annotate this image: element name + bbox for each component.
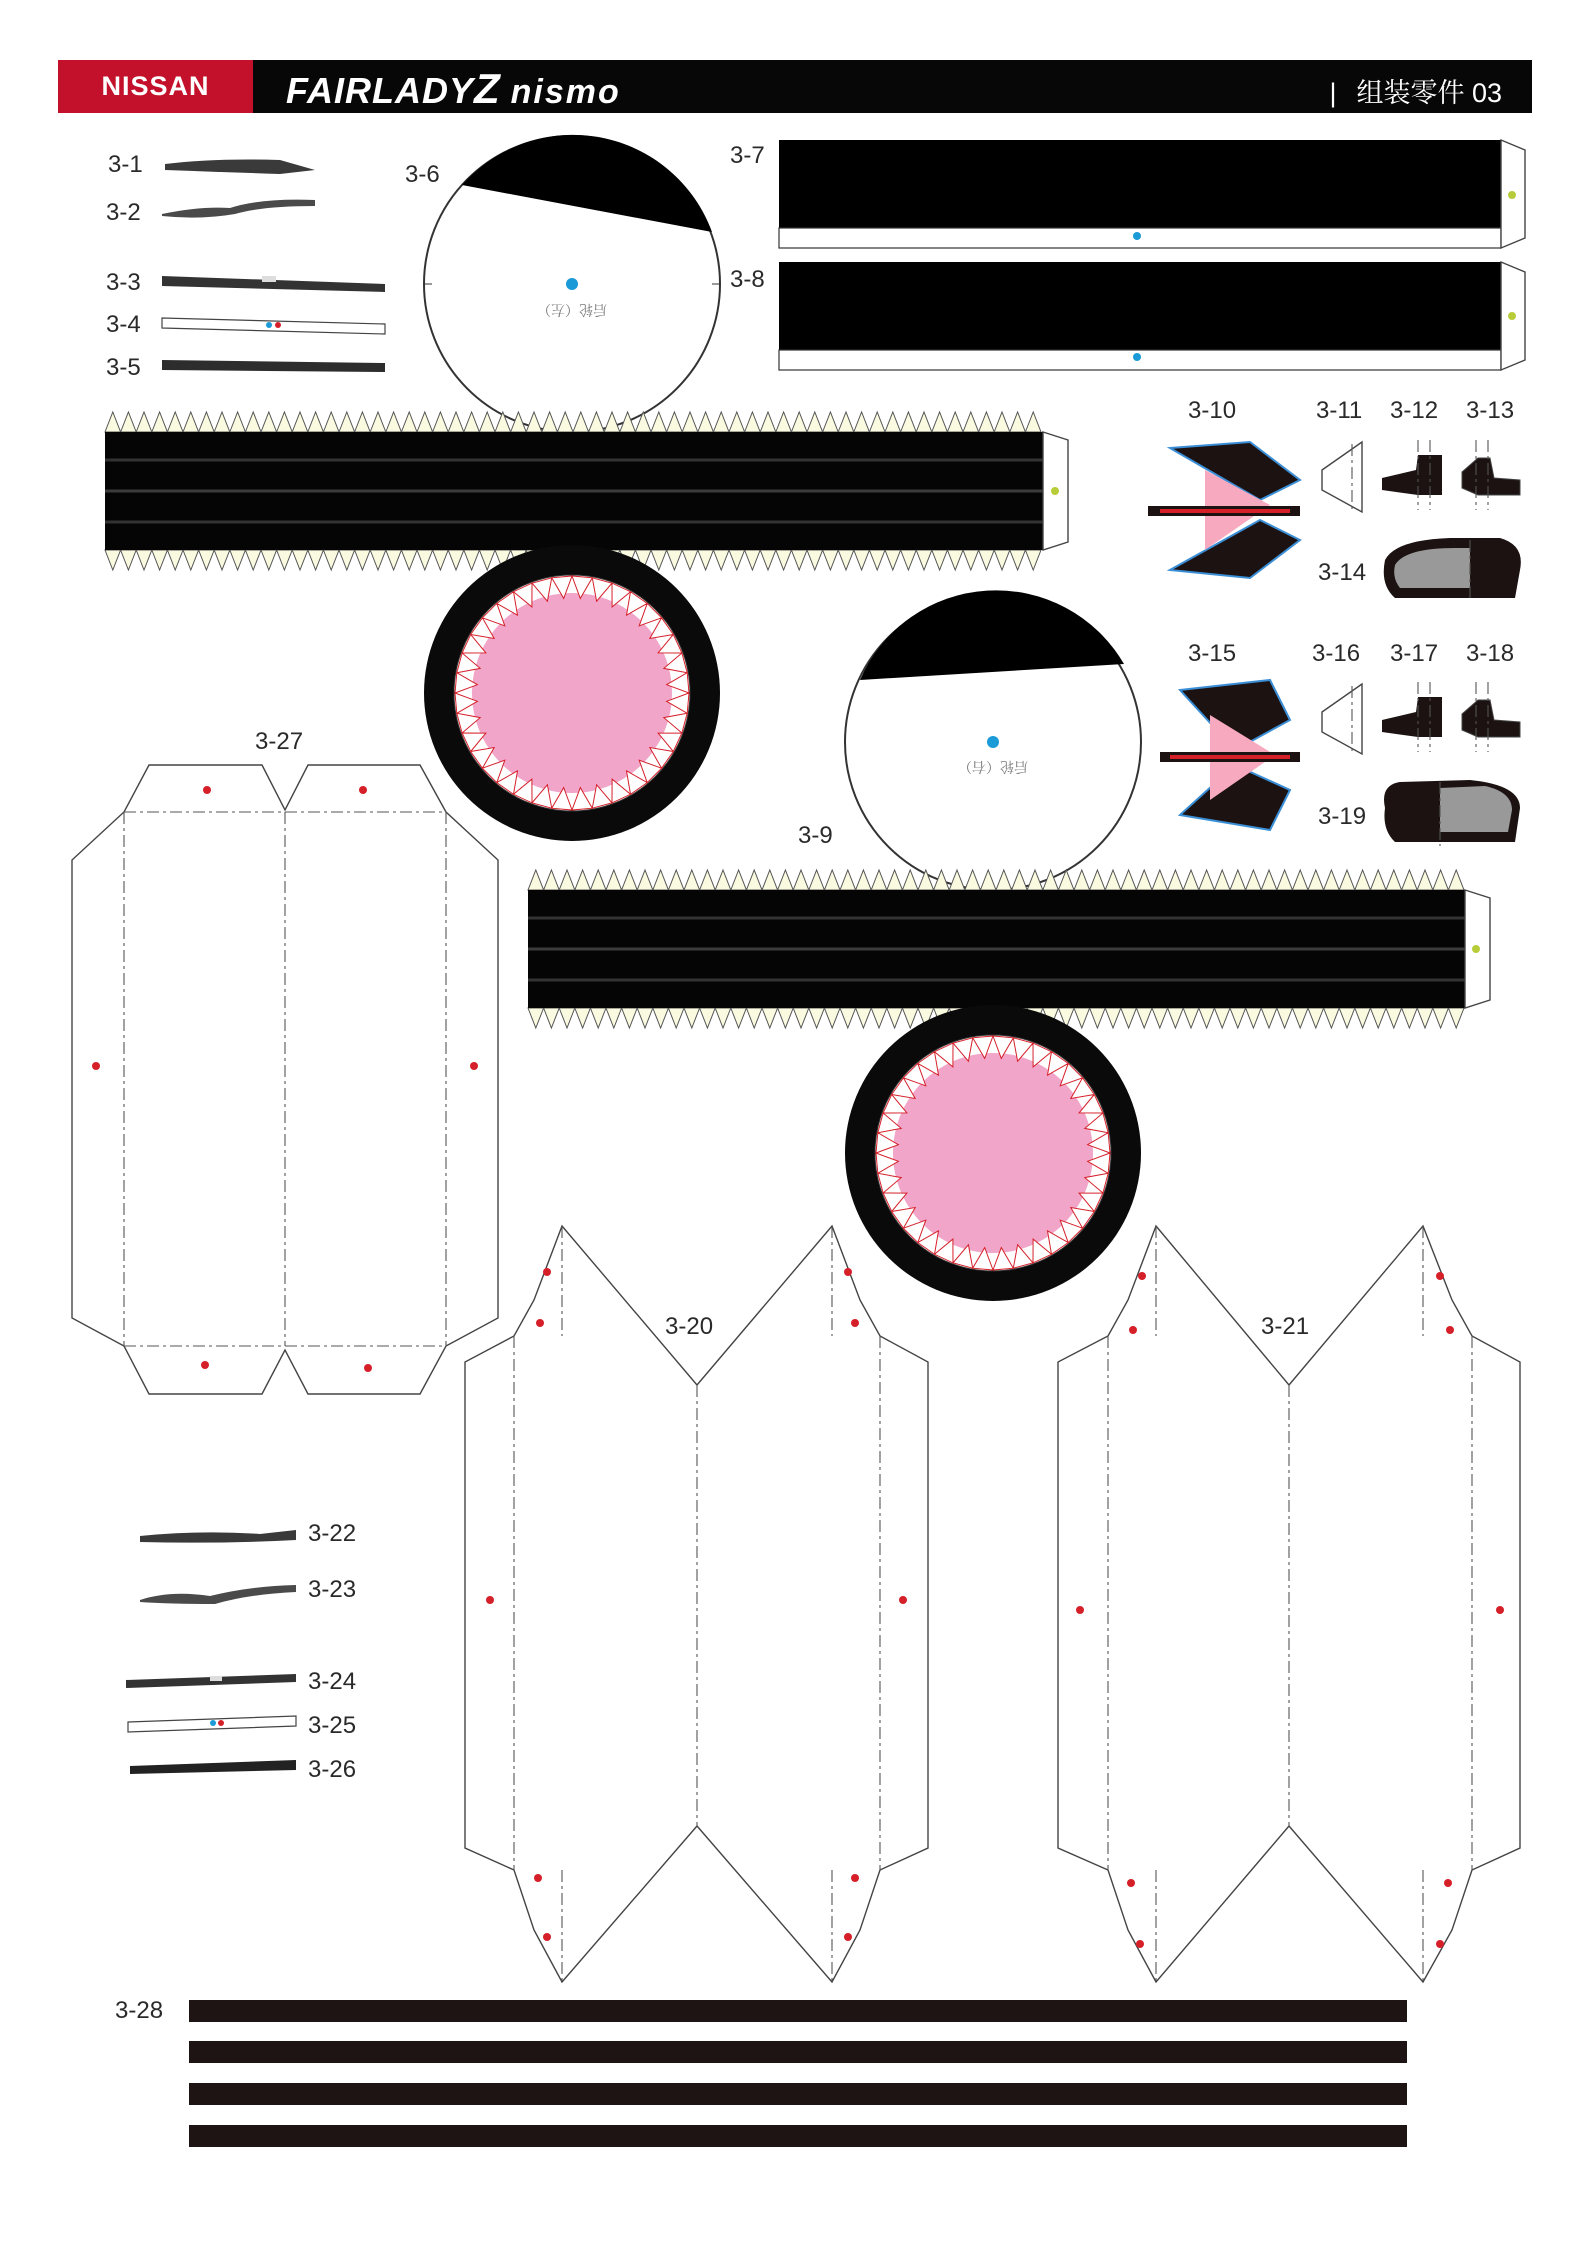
part-3-13 [1462, 397, 1520, 510]
part-3-18 [1462, 640, 1520, 752]
glue-mark [275, 322, 281, 328]
bracket-shape [1322, 442, 1362, 512]
part-3-28 [115, 1997, 1407, 2147]
trim-strip-shape [140, 1585, 296, 1604]
label-3-21: 3-21 [1261, 1313, 1310, 1340]
stripe-bar [189, 2000, 1407, 2022]
label-3-28: 3-28 [115, 1997, 164, 2024]
glue-mark [1508, 312, 1516, 320]
stripe-bar [189, 2041, 1407, 2063]
part-3-25 [128, 1712, 356, 1739]
part-3-16 [1312, 640, 1362, 754]
part-3-12 [1382, 397, 1442, 510]
trim-strip-shape [162, 200, 315, 218]
panel-white-edge [779, 350, 1501, 370]
part-3-10 [1148, 397, 1300, 578]
glue-mark [1133, 353, 1141, 361]
sill-stripe [1160, 509, 1290, 513]
stripe-bar [189, 2125, 1407, 2147]
trim-strip-shape [162, 318, 385, 334]
label-3-17: 3-17 [1390, 640, 1439, 667]
trim-strip-shape [162, 360, 385, 372]
label-3-6: 3-6 [405, 161, 440, 188]
sheet-title: | 组装零件 03 [1329, 78, 1502, 108]
brand-name: NISSAN [101, 71, 210, 101]
label-3-23: 3-23 [308, 1576, 357, 1603]
label-3-16: 3-16 [1312, 640, 1361, 667]
part-3-21 [1058, 1226, 1520, 1982]
label-3-10: 3-10 [1188, 397, 1237, 424]
part-3-4 [106, 311, 385, 338]
model-sub: nismo [510, 73, 621, 111]
label-3-13: 3-13 [1466, 397, 1515, 424]
label-3-4: 3-4 [106, 311, 141, 338]
bracket-shape [1382, 697, 1442, 737]
part-3-23 [140, 1576, 356, 1604]
stripe-bar [189, 2083, 1407, 2105]
part-3-11 [1316, 397, 1362, 512]
center-mark [566, 278, 578, 290]
part-3-6 [405, 135, 720, 432]
part-3-5 [106, 354, 385, 381]
label-3-15: 3-15 [1188, 640, 1237, 667]
label-3-9: 3-9 [798, 822, 833, 849]
center-mark [987, 736, 999, 748]
tire-tread-strip-2 [528, 870, 1490, 1028]
part-3-19 [1318, 780, 1520, 846]
mirror-glass [1440, 786, 1512, 832]
sill-stripe [1170, 755, 1290, 759]
label-3-3: 3-3 [106, 269, 141, 296]
bracket-shape [1462, 700, 1520, 737]
model-z: Z [474, 65, 501, 112]
panel-black [779, 140, 1501, 228]
part-3-27 [72, 728, 498, 1394]
trim-strip-shape [140, 1530, 296, 1543]
panel-black [779, 262, 1501, 350]
bracket-shape [1322, 684, 1362, 754]
bracket-shape [1382, 455, 1442, 495]
label-3-8: 3-8 [730, 266, 765, 293]
part-3-8 [730, 262, 1525, 370]
glue-mark [1051, 487, 1059, 495]
part-3-9 [798, 590, 1141, 890]
glue-mark [1133, 232, 1141, 240]
label-3-18: 3-18 [1466, 640, 1515, 667]
sheet-title-text: 组装零件 03 [1356, 78, 1502, 108]
wheel-caption: 后轮（左） [537, 302, 607, 318]
trim-strip-shape [130, 1760, 296, 1774]
wheel-caption: 后轮（右） [958, 759, 1028, 775]
label-3-25: 3-25 [308, 1712, 357, 1739]
trim-marker [262, 276, 276, 282]
part-3-24 [126, 1668, 356, 1695]
label-3-22: 3-22 [308, 1520, 357, 1547]
trim-strip-shape [165, 160, 315, 175]
part-3-14 [1318, 538, 1521, 600]
label-3-24: 3-24 [308, 1668, 357, 1695]
label-3-2: 3-2 [106, 199, 141, 226]
label-3-11: 3-11 [1316, 397, 1363, 424]
model-text: FAIRLADY [286, 70, 474, 111]
label-3-1: 3-1 [108, 151, 143, 178]
tire-rim-1 [424, 545, 720, 841]
part-3-2 [106, 199, 315, 226]
part-3-17 [1382, 640, 1442, 752]
label-3-5: 3-5 [106, 354, 141, 381]
tire-rim-2 [845, 1005, 1141, 1301]
part-3-1 [108, 151, 315, 178]
glue-mark [1472, 945, 1480, 953]
bracket-shape [1462, 458, 1520, 495]
part-3-15 [1160, 640, 1300, 830]
label-3-26: 3-26 [308, 1756, 357, 1783]
part-3-3 [106, 269, 385, 296]
part-3-7 [730, 140, 1525, 248]
label-3-14: 3-14 [1318, 559, 1367, 586]
part-3-22 [140, 1520, 356, 1547]
glue-mark [266, 322, 272, 328]
part-3-20 [465, 1226, 928, 1982]
part-3-26 [130, 1756, 356, 1783]
label-3-27: 3-27 [255, 728, 304, 755]
label-3-7: 3-7 [730, 142, 765, 169]
label-3-12: 3-12 [1390, 397, 1439, 424]
label-3-19: 3-19 [1318, 803, 1367, 830]
glue-mark [1508, 191, 1516, 199]
label-3-20: 3-20 [665, 1313, 714, 1340]
